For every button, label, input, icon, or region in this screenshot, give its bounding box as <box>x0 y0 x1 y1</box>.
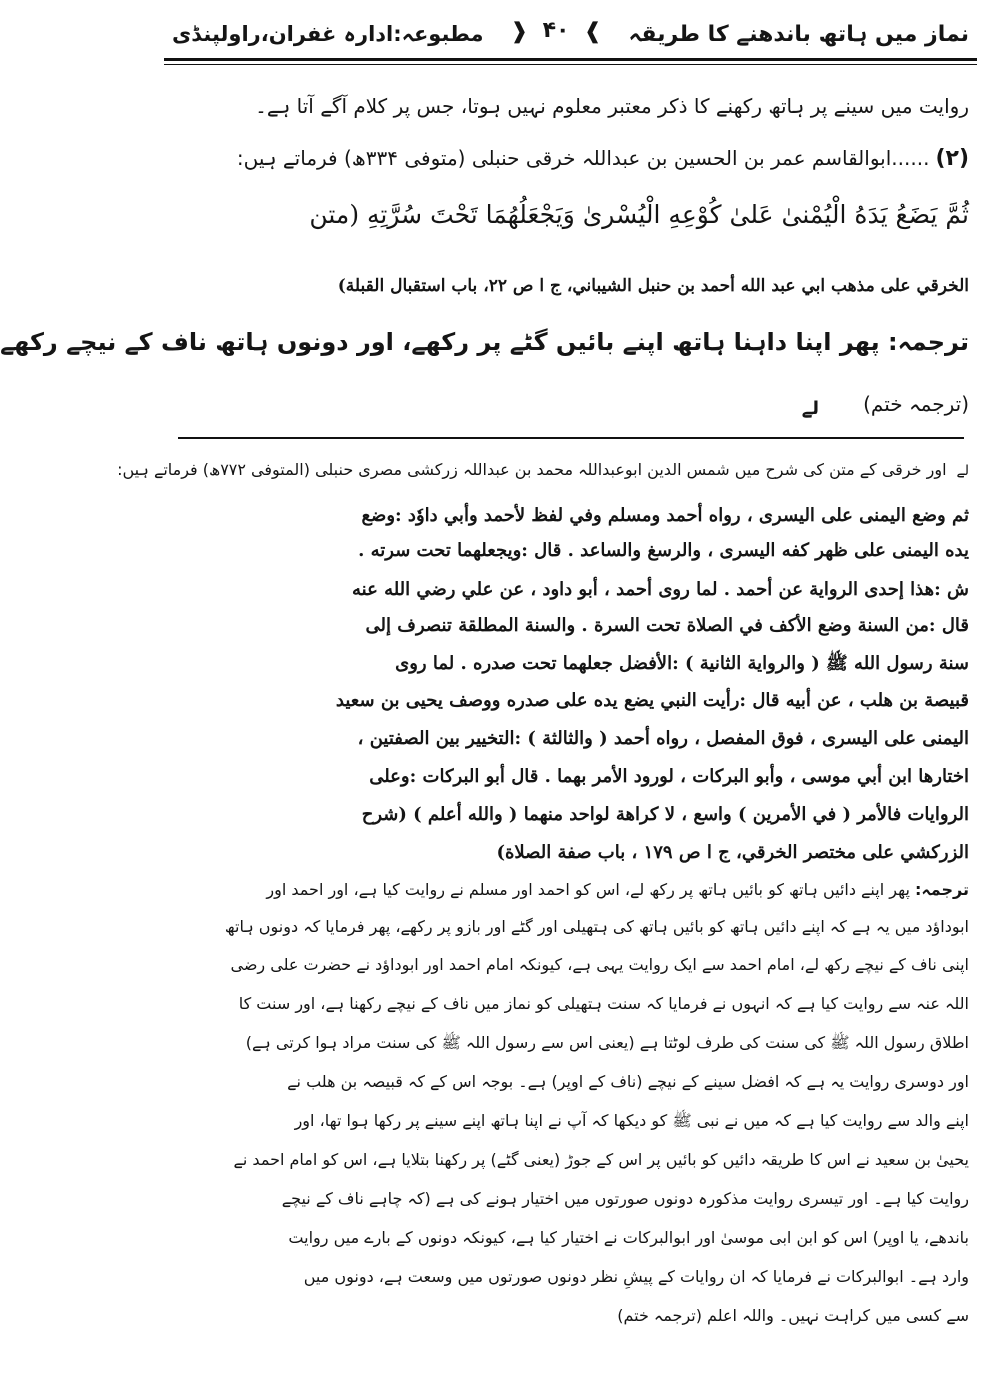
translation-label: ترجمہ: <box>888 328 969 356</box>
footnote-reference-mark: لے <box>801 398 819 419</box>
translation-end <box>172 392 969 416</box>
header-rule-thin <box>164 64 977 65</box>
footnote-arabic-line: الروايات فالأمر ( في الأمرين ) واسع ، لا كراهة لواحد منهما ( والله أعلم ) (شرح <box>361 804 969 825</box>
footnote-urdu-line <box>172 880 969 899</box>
footnote-urdu-line: وارد ہے۔ ابوالبرکات نے فرمایا کہ ان روایات کے پیشِ نظر دونوں صورتوں میں وسعت ہے، دونوں میں <box>303 1267 969 1286</box>
footnote-intro-text: اور خرقی کے متن کی شرح میں شمس الدین ابوعبداللہ محمد بن عبداللہ زرکشی مصری حنبلی (المتوفی ۷۷۲ھ) فرماتے ہیں: <box>117 460 947 479</box>
ornament-left-icon: ❰ <box>510 19 529 44</box>
page-header <box>172 8 969 52</box>
footnote-arabic-line: اليمنى على اليسرى ، فوق المفصل ، رواه أحمد ( والثالثة ) :التخيير بين الصفتين ، <box>357 728 969 749</box>
footnote-urdu-line: روایت کیا ہے۔ اور تیسری روایت مذکورہ دونوں صورتوں میں اختیار ہونے کی ہے (کہ چاہے ناف کے نیچے <box>281 1189 969 1208</box>
page-number: ۴۰ <box>542 18 570 43</box>
main-line-1: روایت میں سینے پر ہاتھ رکھنے کا ذکر معتبر معلوم نہیں ہوتا، جس پر کلام آگے آتا ہے۔ <box>255 94 969 118</box>
main-line-2-text: ......ابوالقاسم عمر بن الحسین بن عبداللہ خرقی حنبلی (متوفی ۳۳۴ھ) فرماتے ہیں: <box>236 146 930 170</box>
footnote-urdu-line: یحییٰ بن سعید نے اس کا طریقہ دائیں کو بائیں پر اس کے جوڑ (یعنی گٹے) پر رکھنا بتلایا ہے، اس کو امام احمد نے <box>233 1150 969 1169</box>
footnote-marker: لے <box>956 463 969 479</box>
footnote-arabic-line: الزركشي على مختصر الخرقي، ج ا ص ١٧٩ ، باب صفة الصلاة) <box>496 842 969 863</box>
footnote-urdu-line: سے کسی میں کراہت نہیں۔ واللہ اعلم (ترجمہ ختم) <box>617 1306 969 1325</box>
footnote-arabic-line: يده اليمنى على ظهر كفه اليسرى ، والرسغ والساعد . قال :ويجعلهما تحت سرته . <box>358 540 969 561</box>
footnote-urdu-line: ابوداؤد میں یہ ہے کہ اپنے دائیں ہاتھ کو بائیں ہاتھ کی ہتھیلی اور گٹے اور بازو پر رکھے، پھر فرمایا کہ دونوں ہاتھ <box>224 917 969 936</box>
footnote-arabic-line: ثم وضع اليمنى على اليسرى ، رواه أحمد ومسلم وفي لفظ لأحمد وأبي داوٗد :وضع <box>361 505 969 526</box>
footnote-urdu-line: اطلاق رسول اللہ ﷺ کی سنت کی طرف لوٹتا ہے (یعنی اس سے رسول اللہ ﷺ کی سنت مراد ہوا کرتی ہے) <box>245 1033 969 1052</box>
footnote-arabic-line: قال :من السنة وضع الأكف في الصلاة تحت السرة . والسنة المطلقة تنصرف إلى <box>365 615 969 636</box>
footnote-urdu-line: اپنی ناف کے نیچے رکھ لے، امام احمد سے ایک روایت یہی ہے، کیونکہ امام احمد اور ابوداؤد نے حضرت علی رضی <box>230 955 969 974</box>
footnote-urdu-line: اللہ عنہ سے روایت کیا ہے کہ انہوں نے فرمایا کہ سنت ہتھیلی کو نماز میں ناف کے نیچے رکھنا ہے، اور سنت کا <box>238 994 969 1013</box>
footnote-arabic-line: اختارها ابن أبي موسى ، وأبو البركات ، لورود الأمر بهما . قال أبو البركات :وعلى <box>369 766 969 787</box>
translation-line <box>0 328 969 356</box>
header-rule-thick <box>164 58 977 61</box>
main-line-2 <box>172 146 969 171</box>
item-number: (۲) <box>935 146 969 171</box>
footnote-urdu-line: اپنے والد سے روایت کیا ہے کہ میں نے نبی ﷺ کو دیکھا کہ آپ نے اپنا ہاتھ اپنے سینے پر رکھا ہوا تھا، اور <box>294 1111 969 1130</box>
arabic-quote: ثُمَّ يَضَعُ يَدَهُ الْيُمْنىٰ عَلىٰ كُوْعِهِ الْيُسْرىٰ وَيَجْعَلُهُمَا تَحْتَ سُرَّتِهِ (متن <box>309 200 969 229</box>
footnote-arabic-line: ش :هذا إحدى الرواية عن أحمد . لما روى أحمد ، أبو داود ، عن علي رضي الله عنه <box>351 579 969 600</box>
footnote-urdu-line: باندھے، یا اوپر) اس کو ابن ابی موسیٰ اور ابوالبرکات نے اختیار کیا ہے، کیونکہ دونوں کے بارے میں روایت <box>288 1228 969 1247</box>
arabic-reference: الخرقي على مذهب ابي عبد الله أحمد بن حنبل الشيباني، ج ا ص ٢٢، باب استقبال القبلة) <box>337 276 969 296</box>
footnote-separator <box>178 437 964 439</box>
footnote-urdu-line: اور دوسری روایت یہ ہے کہ افضل سینے کے نیچے (ناف کے اوپر) ہے۔ بوجہ اس کے کہ قبیصہ بن ھلب نے <box>287 1072 969 1091</box>
page-number-box <box>510 14 602 50</box>
footnote-arabic-line: قبيصة بن هلب ، عن أبيه قال :رأيت النبي يضع يده على صدره ووصف يحيى بن سعيد <box>335 690 969 711</box>
footnote-intro <box>117 460 969 479</box>
footnote-urdu-text: پھر اپنے دائیں ہاتھ کو بائیں ہاتھ پر رکھ لے، اس کو احمد اور مسلم نے روایت کیا ہے، اور احمد اور <box>266 880 910 899</box>
footnote-arabic-line: سنة رسول الله ﷺ ( والرواية الثانية ) :الأفضل جعلهما تحت صدره . لما روى <box>395 653 969 674</box>
chapter-title: نماز میں ہاتھ باندھنے کا طریقہ <box>628 22 969 47</box>
translation-text: پھر اپنا داہنا ہاتھ اپنے بائیں گٹے پر رکھے، اور دونوں ہاتھ ناف کے نیچے رکھے <box>0 328 880 356</box>
footnote-translation-label: ترجمہ: <box>915 880 969 899</box>
publisher-line: مطبوعہ:ادارہ غفران،راولپنڈی <box>172 22 484 46</box>
ornament-right-icon: ❱ <box>583 19 602 44</box>
translation-end-text: (ترجمہ ختم) <box>863 392 969 416</box>
